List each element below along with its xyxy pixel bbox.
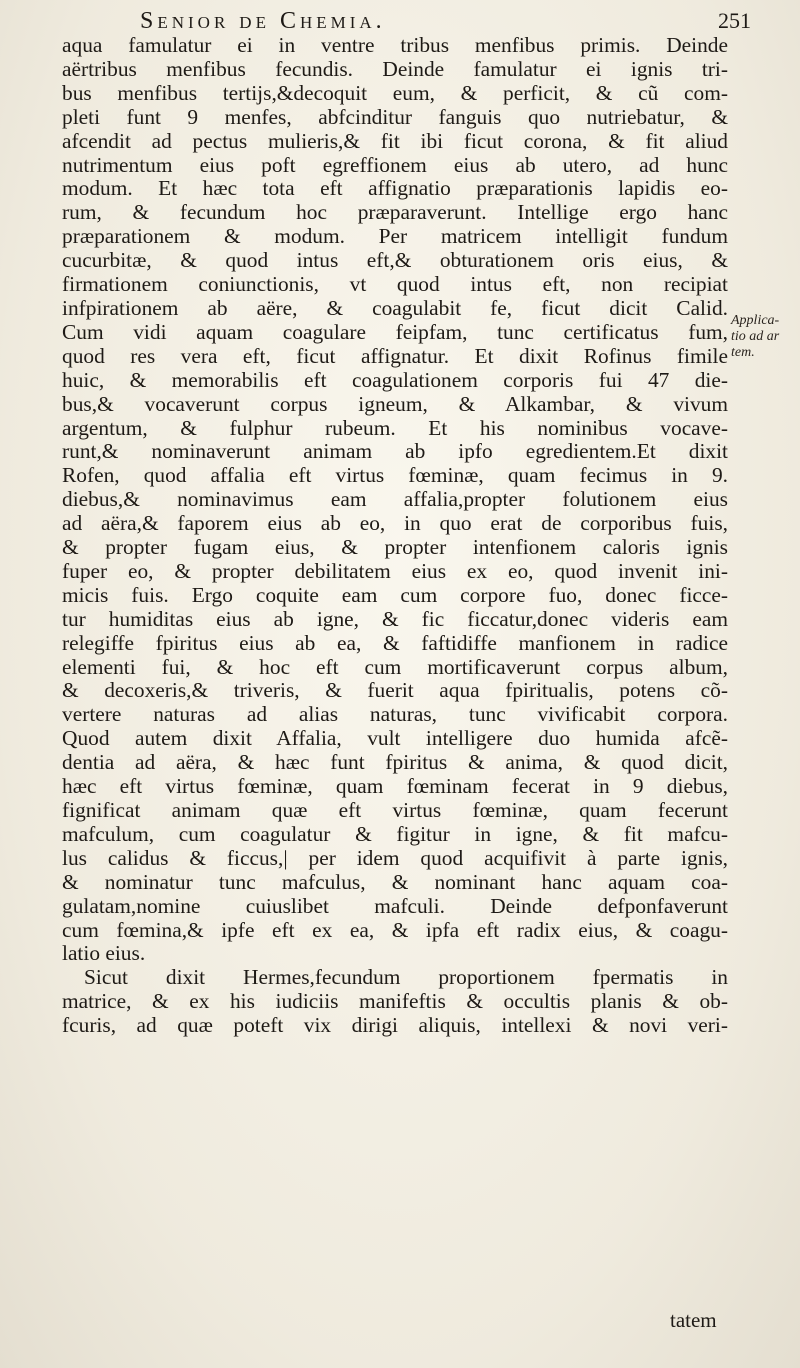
running-head bbox=[140, 8, 751, 35]
text-line: fignificat animam quæ eft virtus fœminæ, quam fecerunt bbox=[62, 799, 728, 822]
text-line: afcendit ad pectus mulieris,& fit ibi ficut corona, & fit aliud bbox=[62, 129, 728, 153]
text-line: præparationem & modum. Per matricem intelligit fundum bbox=[62, 225, 728, 249]
text-line: bus,& vocaverunt corpus igneum, & Alkambar, & vivum bbox=[62, 392, 728, 416]
text-line: cucurbitæ, & quod intus eft,& obturationem oris eius, & bbox=[62, 249, 728, 273]
text-line: pleti funt 9 menfes, abfcinditur fanguis quo nutriebatur, & bbox=[62, 105, 728, 129]
text-line: Quod autem dixit Affalia, vult intelligere duo humida afcẽ- bbox=[62, 727, 728, 751]
text-line: ad aëra,& faporem eius ab eo, in quo erat de corporibus fuis, bbox=[62, 512, 728, 536]
text-line: matrice, & ex his iudiciis manifeftis & occultis planis & ob- bbox=[62, 990, 728, 1014]
text-line: nutrimentum eius poft egreffionem eius ab utero, ad hunc bbox=[62, 153, 728, 177]
text-line: fcuris, ad quæ poteft vix dirigi aliquis, intellexi & novi veri- bbox=[62, 1014, 728, 1038]
text-line: Rofen, quod affalia eft virtus fœminæ, quam fecimus in 9. bbox=[62, 464, 728, 488]
text-line: mafculum, cum coagulatur & figitur in igne, & fit mafcu- bbox=[62, 822, 728, 846]
text-line: & nominatur tunc mafculus, & nominant hanc aquam coa- bbox=[62, 870, 728, 894]
text-line: rum, & fecundum hoc præparaverunt. Intellige ergo hanc bbox=[62, 201, 728, 225]
text-line: aërtribus menfibus fecundis. Deinde famulatur ei ignis tri- bbox=[62, 57, 728, 81]
text-line: Sicut dixit Hermes,fecundum proportionem fpermatis in bbox=[84, 966, 728, 990]
catchword: tatem bbox=[670, 1308, 717, 1332]
text-line: gulatam,nomine cuiuslibet mafculi. Deinde defponfaverunt bbox=[62, 894, 728, 918]
margin-note-line: Applica- bbox=[731, 313, 780, 328]
margin-note-line: tio ad ar bbox=[731, 329, 780, 344]
text-line: lus calidus & ficcus,| per idem quod acquifivit à parte ignis, bbox=[62, 846, 728, 870]
text-line: tur humiditas eius ab igne, & fic ficcatur,donec videris eam bbox=[62, 607, 728, 631]
text-line: firmationem coniunctionis, vt quod intus eft, non recipiat bbox=[62, 273, 728, 297]
text-line: & decoxeris,& triveris, & fuerit aqua fpiritualis, potens cõ- bbox=[62, 679, 728, 703]
text-line: cum fœmina,& ipfe eft ex ea, & ipfa eft radix eius, & coagu- bbox=[62, 918, 728, 942]
margin-note-line: tem. bbox=[731, 345, 755, 360]
text-line: argentum, & fulphur rubeum. Et his nominibus vocave- bbox=[62, 416, 728, 440]
text-line: modum. Et hæc tota eft affignatio præparationis lapidis eo- bbox=[62, 177, 728, 201]
page-number: 251 bbox=[718, 8, 751, 33]
text-line: dentia ad aëra, & hæc funt fpiritus & anima, & quod dicit, bbox=[62, 751, 728, 775]
text-line: Cum vidi aquam coagulare feipfam, tunc certificatus fum, bbox=[62, 320, 728, 344]
text-line: micis fuis. Ergo coquite eam cum corpore fuo, donec ficce- bbox=[62, 583, 728, 607]
text-line: hæc eft virtus fœminæ, quam fœminam fecerat in 9 diebus, bbox=[62, 775, 728, 799]
text-line: aqua famulatur ei in ventre tribus menfibus primis. Deinde bbox=[62, 34, 728, 57]
text-line: fuper eo, & propter debilitatem eius ex eo, quod invenit ini- bbox=[62, 559, 728, 583]
text-line: quod res vera eft, ficut affignatur. Et dixit Rofinus fimile bbox=[62, 344, 728, 368]
text-line: huic, & memorabilis eft coagulationem corporis fui 47 die- bbox=[62, 368, 728, 392]
running-head-title: Senior de Chemia. bbox=[140, 8, 386, 34]
text-line: elementi fui, & hoc eft cum mortificaverunt corpus album, bbox=[62, 655, 728, 679]
text-line: bus menfibus tertijs,&decoquit eum, & perficit, & cũ com- bbox=[62, 81, 728, 105]
text-line: infpirationem ab aëre, & coagulabit fe, ficut dicit Calid. bbox=[62, 296, 728, 320]
text-line: latio eius. bbox=[62, 942, 146, 966]
text-line: vertere naturas ad alias naturas, tunc vivificabit corpora. bbox=[62, 703, 728, 727]
margin-note bbox=[731, 313, 797, 361]
text-line: & propter fugam eius, & propter intenfionem caloris ignis bbox=[62, 536, 728, 560]
text-line: relegiffe fpiritus eius ab ea, & faftidiffe manfionem in radice bbox=[62, 631, 728, 655]
text-line: diebus,& nominavimus eam affalia,propter folutionem eius bbox=[62, 488, 728, 512]
text-line: runt,& nominaverunt animam ab ipfo egredientem.Et dixit bbox=[62, 440, 728, 464]
body-text bbox=[62, 34, 728, 1038]
